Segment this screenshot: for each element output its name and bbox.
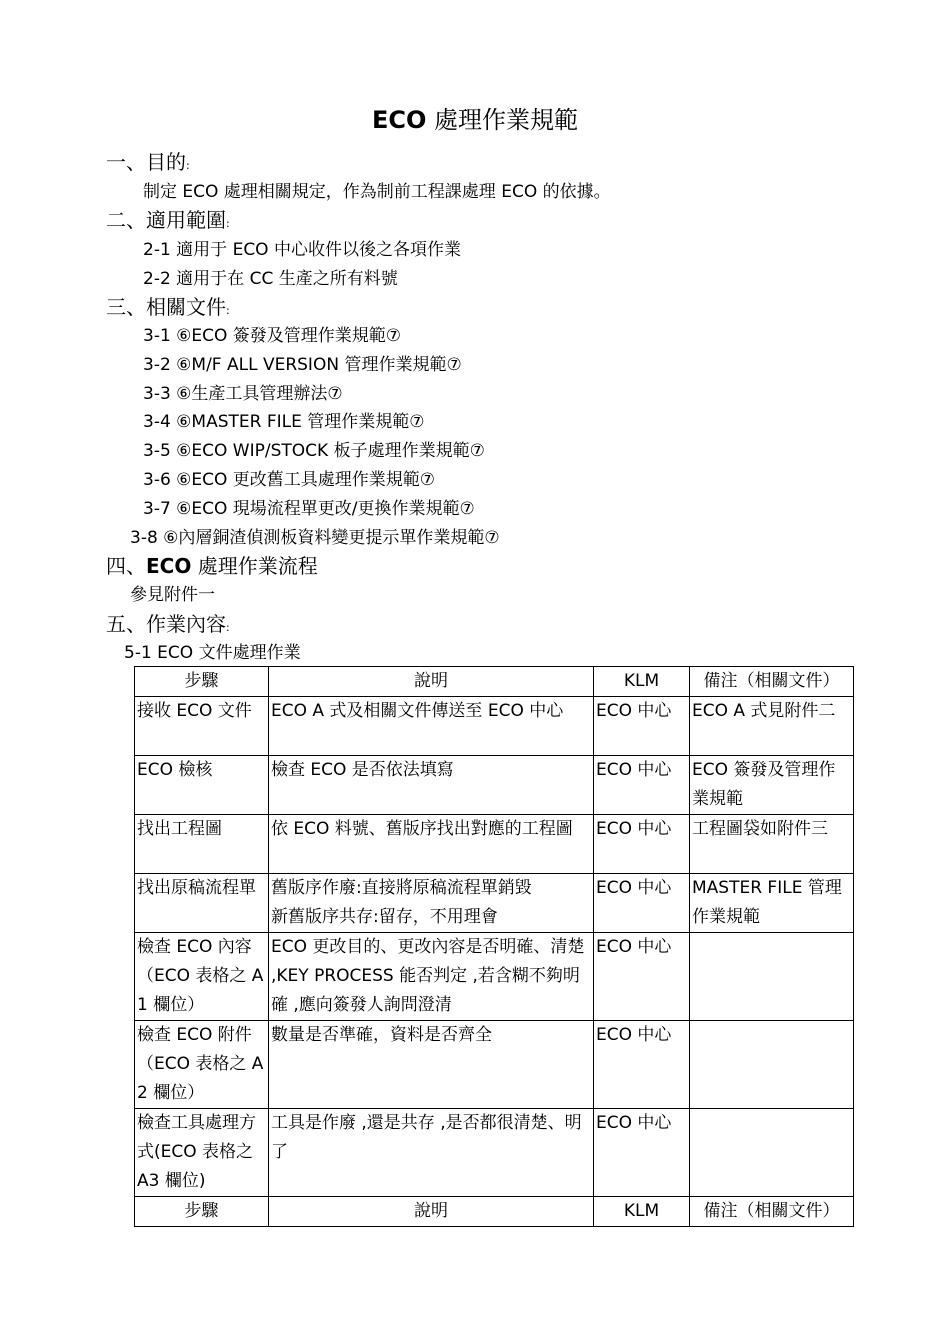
cell-description: ECO A 式及相關文件傳送至 ECO 中心 xyxy=(269,697,594,756)
cell-klm: ECO 中心 xyxy=(594,697,690,756)
footer-step: 步驟 xyxy=(135,1197,269,1227)
cell-description: 檢查 ECO 是否依法填寫 xyxy=(269,756,594,815)
cell-remarks: 工程圖袋如附件三 xyxy=(690,815,854,874)
cell-klm: ECO 中心 xyxy=(594,815,690,874)
table-row xyxy=(135,933,854,1021)
section-4-heading: 四、ECO 處理作業流程 xyxy=(106,554,318,578)
cell-step: 檢查 ECO 內容（ECO 表格之 A1 欄位） xyxy=(135,933,269,1021)
cell-step: 接收 ECO 文件 xyxy=(135,697,269,756)
section-5-item-1: 5-1 ECO 文件處理作業 xyxy=(124,643,301,663)
cell-klm: ECO 中心 xyxy=(594,756,690,815)
eco-process-table xyxy=(134,666,854,1227)
section-5-heading: 五、作業內容: xyxy=(106,612,230,636)
cell-remarks: ECO 簽發及管理作業規範 xyxy=(690,756,854,815)
table-row xyxy=(135,756,854,815)
cell-remarks xyxy=(690,1109,854,1197)
cell-description: 數量是否準確，資料是否齊全 xyxy=(269,1021,594,1109)
section-2-item-2: 2-2 適用于在 CC 生產之所有料號 xyxy=(143,269,398,289)
document-title xyxy=(0,104,950,136)
cell-description: 依 ECO 料號、舊版序找出對應的工程圖 xyxy=(269,815,594,874)
table-row xyxy=(135,1109,854,1197)
section-3-item-1: 3-1 ⑥ECO 簽發及管理作業規範⑦ xyxy=(143,326,402,346)
section-3-item-7: 3-7 ⑥ECO 現場流程單更改/更換作業規範⑦ xyxy=(143,499,475,519)
section-3-item-3: 3-3 ⑥生產工具管理辦法⑦ xyxy=(143,384,343,404)
table-row xyxy=(135,874,854,933)
cell-step: 檢查 ECO 附件（ECO 表格之 A2 欄位） xyxy=(135,1021,269,1109)
cell-klm: ECO 中心 xyxy=(594,874,690,933)
section-3-item-2: 3-2 ⑥M/F ALL VERSION 管理作業規範⑦ xyxy=(143,355,462,375)
title-prefix: ECO xyxy=(371,106,427,134)
section-3-item-5: 3-5 ⑥ECO WIP/STOCK 板子處理作業規範⑦ xyxy=(143,441,485,461)
cell-remarks: ECO A 式見附件二 xyxy=(690,697,854,756)
cell-step: 找出工程圖 xyxy=(135,815,269,874)
cell-klm: ECO 中心 xyxy=(594,1109,690,1197)
title-suffix: 處理作業規範 xyxy=(426,106,579,134)
section-1-heading: 一、目的: xyxy=(106,150,190,174)
section-4-item-1: 參見附件一 xyxy=(130,585,215,605)
section-3-heading: 三、相關文件: xyxy=(106,295,230,319)
footer-remarks: 備注（相關文件） xyxy=(690,1197,854,1227)
section-3-item-4: 3-4 ⑥MASTER FILE 管理作業規範⑦ xyxy=(143,412,425,432)
footer-description: 說明 xyxy=(269,1197,594,1227)
cell-remarks xyxy=(690,1021,854,1109)
cell-klm: ECO 中心 xyxy=(594,1021,690,1109)
cell-remarks: MASTER FILE 管理作業規範 xyxy=(690,874,854,933)
table-row xyxy=(135,697,854,756)
table-row xyxy=(135,815,854,874)
cell-step: 找出原稿流程單 xyxy=(135,874,269,933)
table-header-row xyxy=(135,667,854,697)
section-1-item-1: 制定 ECO 處理相關規定，作為制前工程課處理 ECO 的依據。 xyxy=(143,182,611,202)
section-2-heading: 二、適用範圍: xyxy=(106,208,230,232)
header-step: 步驟 xyxy=(135,667,269,697)
cell-description: ECO 更改目的、更改內容是否明確、清楚 ,KEY PROCESS 能否判定 ,若含糊不夠明確 ,應向簽發人詢問澄清 xyxy=(269,933,594,1021)
footer-klm: KLM xyxy=(594,1197,690,1227)
cell-step: 檢查工具處理方式(ECO 表格之 A3 欄位) xyxy=(135,1109,269,1197)
section-3-item-8: 3-8 ⑥內層銅渣偵測板資料變更提示單作業規範⑦ xyxy=(130,528,500,548)
cell-description: 舊版序作廢:直接將原稿流程單銷毀 新舊版序共存:留存，不用理會 xyxy=(269,874,594,933)
cell-description: 工具是作廢 ,還是共存 ,是否都很清楚、明了 xyxy=(269,1109,594,1197)
cell-step: ECO 檢核 xyxy=(135,756,269,815)
cell-klm: ECO 中心 xyxy=(594,933,690,1021)
header-description: 說明 xyxy=(269,667,594,697)
section-2-item-1: 2-1 適用于 ECO 中心收件以後之各項作業 xyxy=(143,240,461,260)
table-footer-row xyxy=(135,1197,854,1227)
table-row xyxy=(135,1021,854,1109)
header-klm: KLM xyxy=(594,667,690,697)
header-remarks: 備注（相關文件） xyxy=(690,667,854,697)
cell-remarks xyxy=(690,933,854,1021)
section-3-item-6: 3-6 ⑥ECO 更改舊工具處理作業規範⑦ xyxy=(143,470,436,490)
